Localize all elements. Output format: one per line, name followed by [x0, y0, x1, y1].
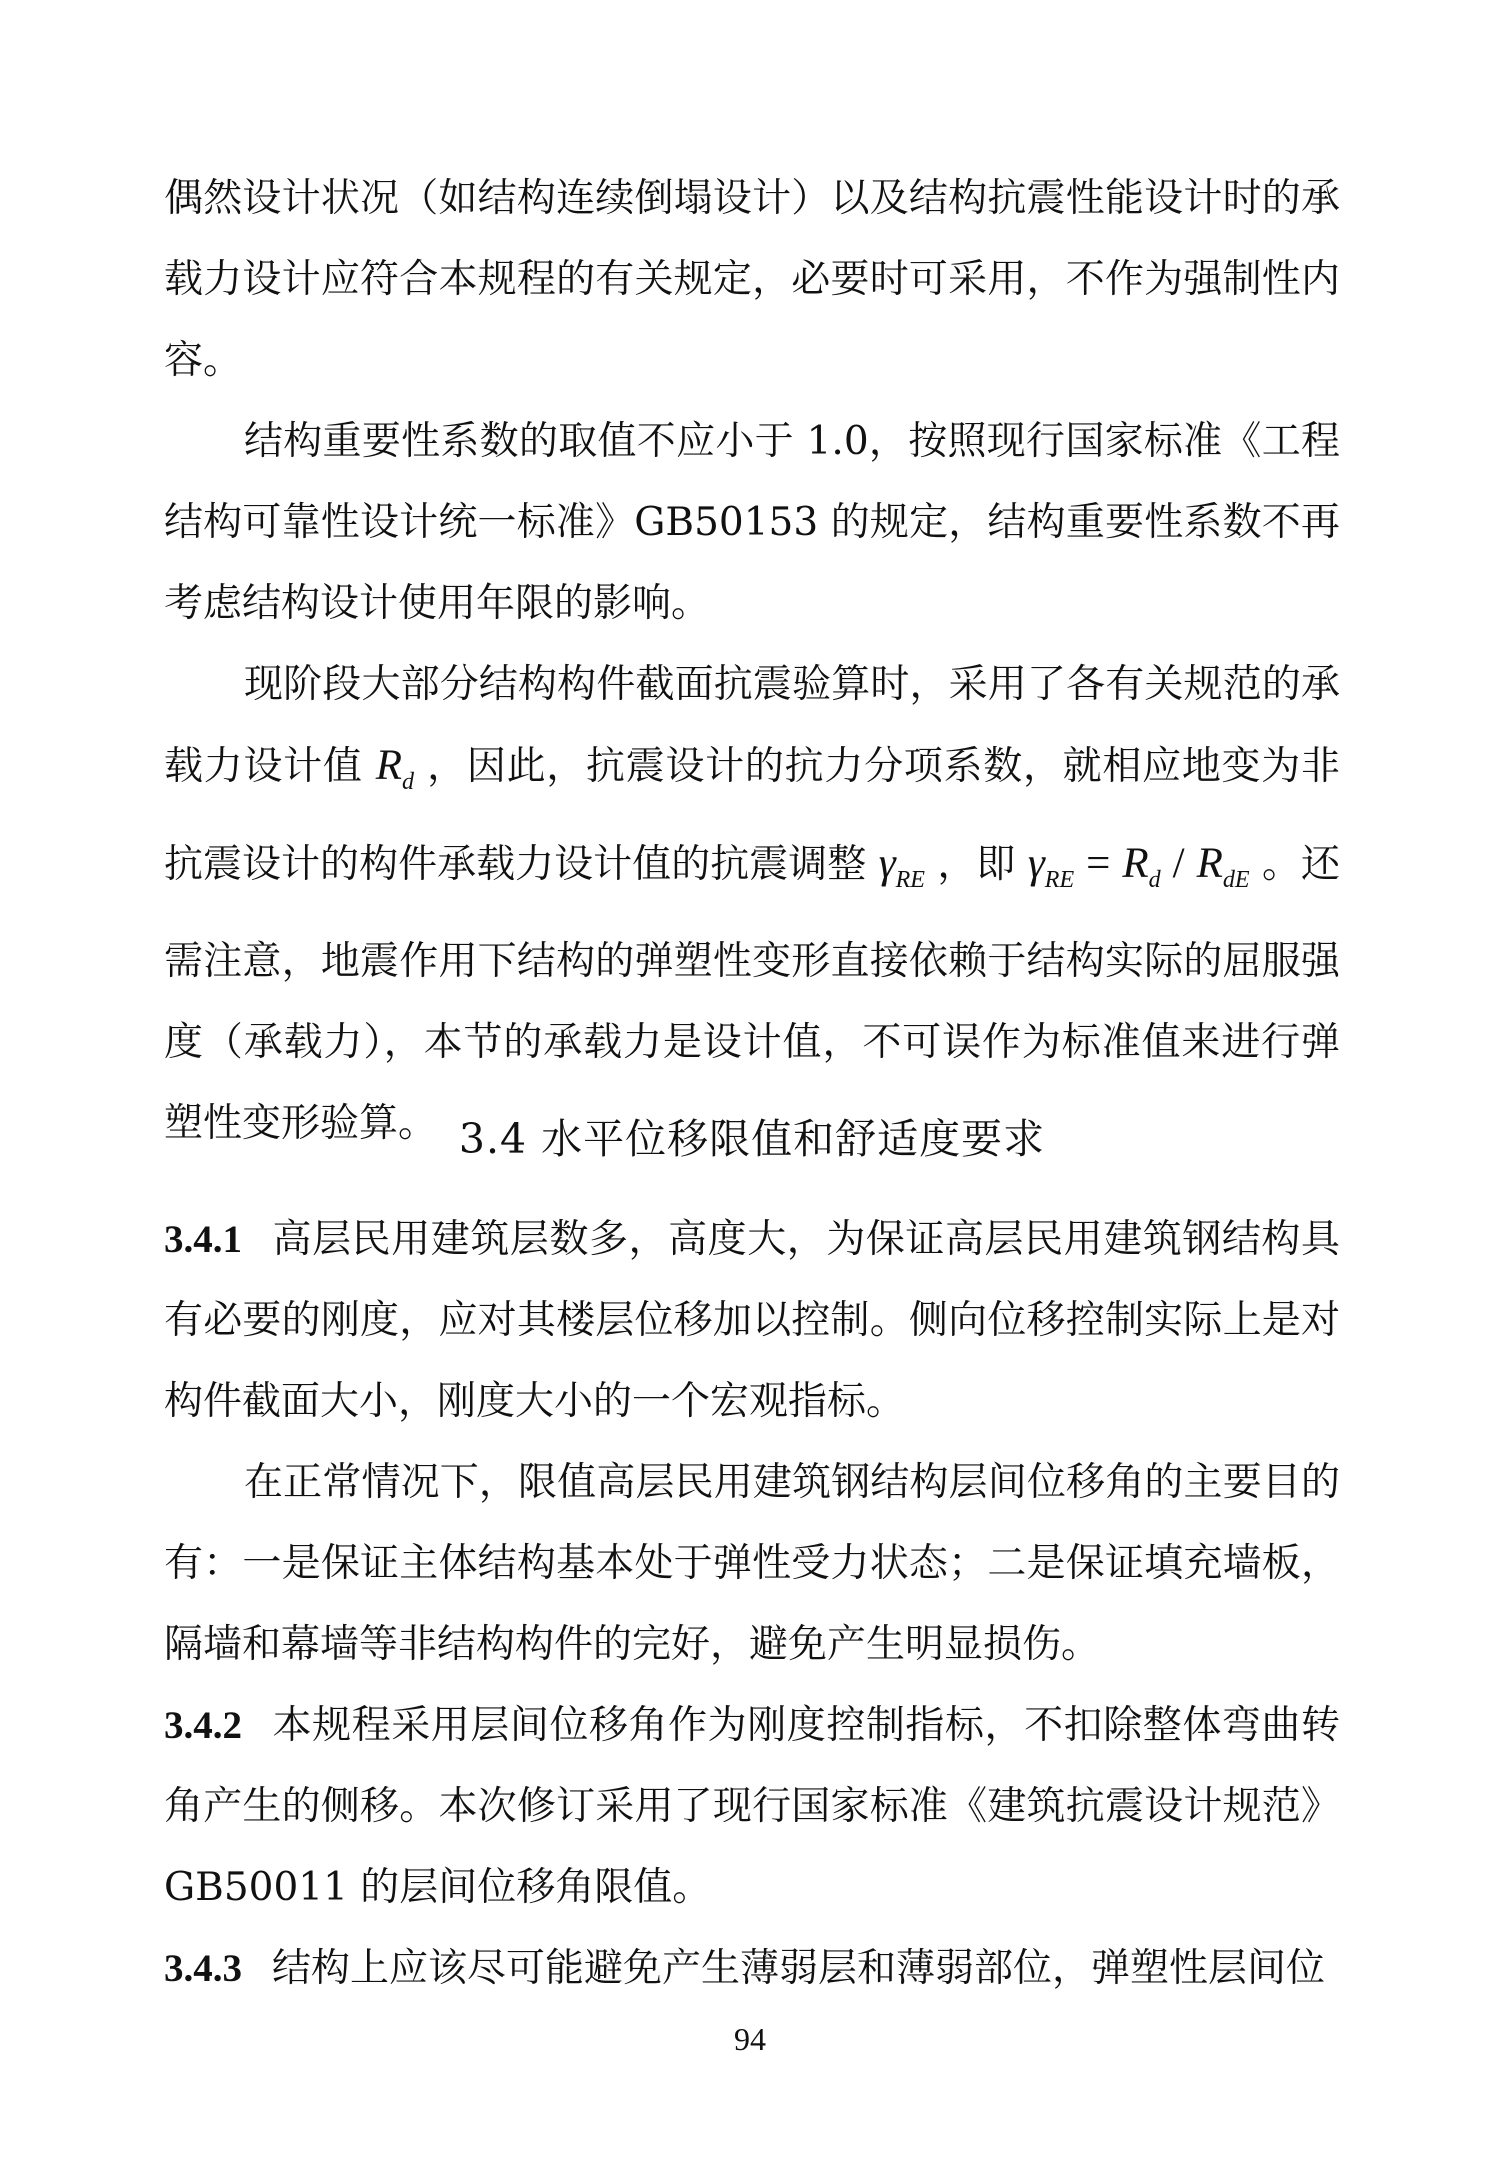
page-number: 94: [734, 2021, 766, 2057]
section-heading: 3.4 水平位移限值和舒适度要求: [458, 1115, 1046, 1163]
equation-gamma-RE: $\gamma_{RE} = R_d / R_{dE}$: [1027, 840, 1250, 893]
paragraph-text: ，因此，抗震设计的抗力分项系数，就相应地变为非抗震设计的构件承载力设计值的抗震调整: [164, 744, 1340, 887]
paragraph-accidental-design: 偶然设计状况（如结构连续倒塌设计）以及结构抗震性能设计时的承载力设计应符合本规程的有关规定，必要时可采用，不作为强制性内容。: [164, 176, 1340, 383]
clause-text: 本规程采用层间位移角作为刚度控制指标，不扣除整体弯曲转角产生的侧移。本次修订采用了现行国家标准《建筑抗震设计规范》GB50011 的层间位移角限值。: [164, 1703, 1340, 1910]
formula-Rd: $R_d$: [375, 742, 415, 795]
clause-3-4-2: [164, 1685, 1340, 1928]
paragraph-importance-factor: 结构重要性系数的取值不应小于 1.0，按照现行国家标准《工程结构可靠性设计统一标准》GB50153 的规定，结构重要性系数不再考虑结构设计使用年限的影响。: [164, 419, 1340, 626]
clause-3-4-1: [164, 1199, 1340, 1442]
paragraph-text: ，即: [924, 842, 1028, 887]
clause-number: 3.4.3: [164, 1947, 242, 1990]
clause-text: 高层民用建筑层数多，高度大，为保证高层民用建筑钢结构具有必要的刚度，应对其楼层位移加以控制。侧向位移控制实际上是对构件截面大小，刚度大小的一个宏观指标。: [164, 1217, 1340, 1424]
clause-text: 结构上应该尽可能避免产生薄弱层和薄弱部位，弹塑性层间位: [272, 1946, 1326, 1991]
paragraph-text: 。还需注意，地震作用下结构的弹塑性变形直接依赖于结构实际的屈服强度（承载力），本节的承载力是设计值，不可误作为标准值来进行弹塑性变形验算。: [164, 842, 1340, 1146]
clause-3-4-3: [164, 1928, 1340, 2009]
clause-number: 3.4.1: [164, 1218, 242, 1261]
formula-gamma-RE: $\gamma_{RE}$: [878, 840, 925, 893]
paragraph-text: 现阶段大部分结构构件截面抗震验算时，采用了各有关规范的承载力设计值: [164, 662, 1340, 789]
paragraph-seismic-check: [164, 644, 1340, 1164]
paragraph-drift-purpose: 在正常情况下，限值高层民用建筑钢结构层间位移角的主要目的有：一是保证主体结构基本处于弹性受力状态；二是保证填充墙板，隔墙和幕墙等非结构构件的完好，避免产生明显损伤。: [164, 1460, 1340, 1667]
clause-number: 3.4.2: [164, 1704, 242, 1747]
